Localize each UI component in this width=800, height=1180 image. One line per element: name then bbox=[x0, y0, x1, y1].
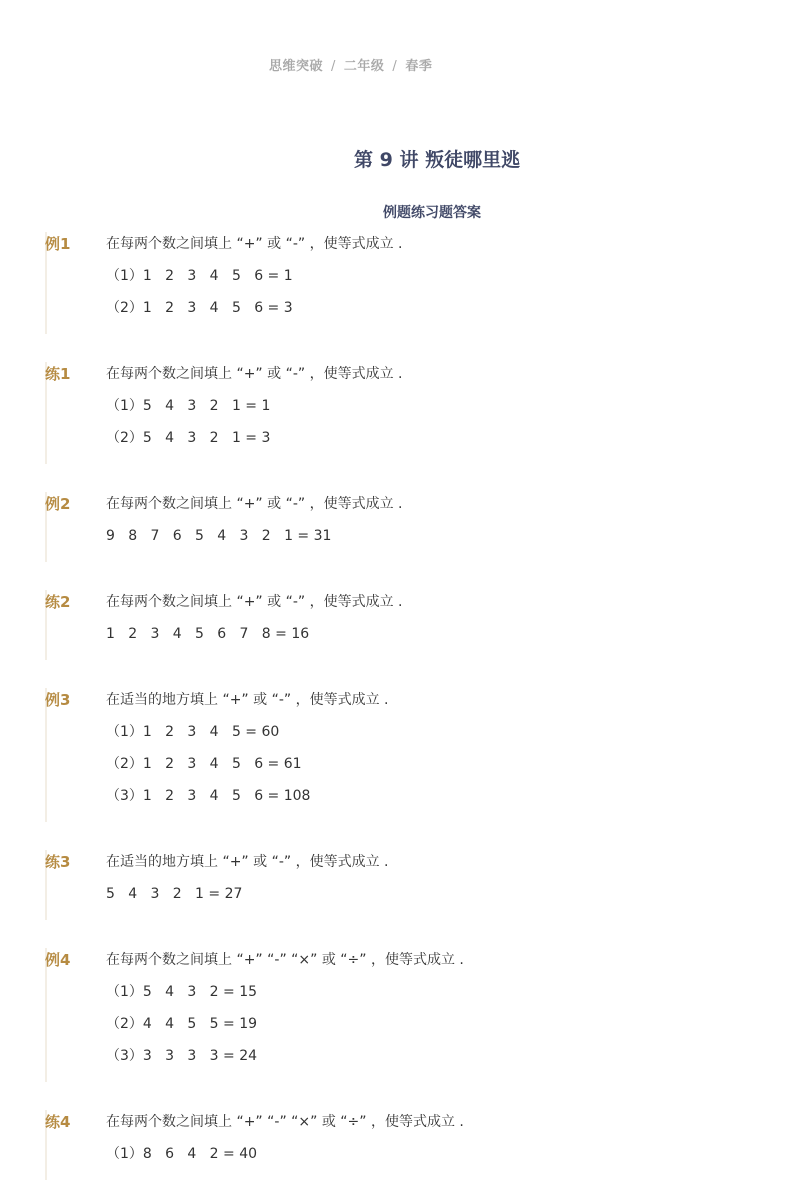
problem-label: 练1 bbox=[45, 365, 71, 383]
problem-line: （3）3 3 3 3 = 24 bbox=[106, 1048, 258, 1064]
problem-line: （2）5 4 3 2 1 = 3 bbox=[106, 430, 271, 446]
problem-line: 5 4 3 2 1 = 27 bbox=[106, 886, 243, 902]
problem-line: （2）1 2 3 4 5 6 = 61 bbox=[106, 756, 302, 772]
problem-line: （2）4 4 5 5 = 19 bbox=[106, 1016, 258, 1032]
problem-label: 练4 bbox=[45, 1113, 71, 1131]
problem-question: 在每两个数之间填上 “+” 或 “-” ，使等式成立 . bbox=[106, 496, 403, 512]
breadcrumb-separator: / bbox=[392, 59, 398, 74]
problem-example-3 bbox=[45, 688, 800, 822]
problem-practice-3 bbox=[45, 850, 800, 920]
problem-question: 在每两个数之间填上 “+” 或 “-” ，使等式成立 . bbox=[106, 366, 403, 382]
problem-practice-1 bbox=[45, 362, 800, 464]
page-title: 第 9 讲 叛徒哪里逃 bbox=[354, 149, 521, 171]
problem-practice-2 bbox=[45, 590, 800, 660]
problem-label: 例3 bbox=[45, 691, 71, 709]
problem-line: （1）5 4 3 2 = 15 bbox=[106, 984, 258, 1000]
problem-practice-4 bbox=[45, 1110, 800, 1180]
problem-line: （2）1 2 3 4 5 6 = 3 bbox=[106, 300, 293, 316]
problem-question: 在适当的地方填上 “+” 或 “-” ，使等式成立 . bbox=[106, 854, 389, 870]
problem-label: 例2 bbox=[45, 495, 71, 513]
problem-question: 在适当的地方填上 “+” 或 “-” ，使等式成立 . bbox=[106, 692, 389, 708]
problem-label: 练2 bbox=[45, 593, 71, 611]
problem-line: （1）1 2 3 4 5 6 = 1 bbox=[106, 268, 293, 284]
section-title: 例题练习题答案 bbox=[383, 205, 481, 221]
problem-line: （1）5 4 3 2 1 = 1 bbox=[106, 398, 271, 414]
problem-question: 在每两个数之间填上 “+” 或 “-” ，使等式成立 . bbox=[106, 236, 403, 252]
problem-question: 在每两个数之间填上 “+” 或 “-” ，使等式成立 . bbox=[106, 594, 403, 610]
problem-example-2 bbox=[45, 492, 800, 562]
problem-question: 在每两个数之间填上 “+” “-” “×” 或 “÷” ，使等式成立 . bbox=[106, 1114, 464, 1130]
problem-example-4 bbox=[45, 948, 800, 1082]
problem-list bbox=[0, 232, 800, 1180]
problem-label: 例4 bbox=[45, 951, 71, 969]
problem-question: 在每两个数之间填上 “+” “-” “×” 或 “÷” ，使等式成立 . bbox=[106, 952, 464, 968]
problem-line: 9 8 7 6 5 4 3 2 1 = 31 bbox=[106, 528, 332, 544]
breadcrumb-item: 二年级 bbox=[343, 59, 385, 74]
breadcrumb-item: 春季 bbox=[405, 59, 433, 74]
problem-line: （3）1 2 3 4 5 6 = 108 bbox=[106, 788, 311, 804]
problem-label: 例1 bbox=[45, 235, 71, 253]
problem-line: （1）1 2 3 4 5 = 60 bbox=[106, 724, 280, 740]
breadcrumb-separator: / bbox=[331, 59, 336, 74]
problem-label: 练3 bbox=[45, 853, 71, 871]
breadcrumb-item: 思维突破 bbox=[269, 59, 324, 74]
breadcrumb bbox=[269, 55, 432, 74]
problem-line: （1）8 6 4 2 = 40 bbox=[106, 1146, 258, 1162]
problem-example-1 bbox=[45, 232, 800, 334]
problem-line: 1 2 3 4 5 6 7 8 = 16 bbox=[106, 626, 310, 642]
